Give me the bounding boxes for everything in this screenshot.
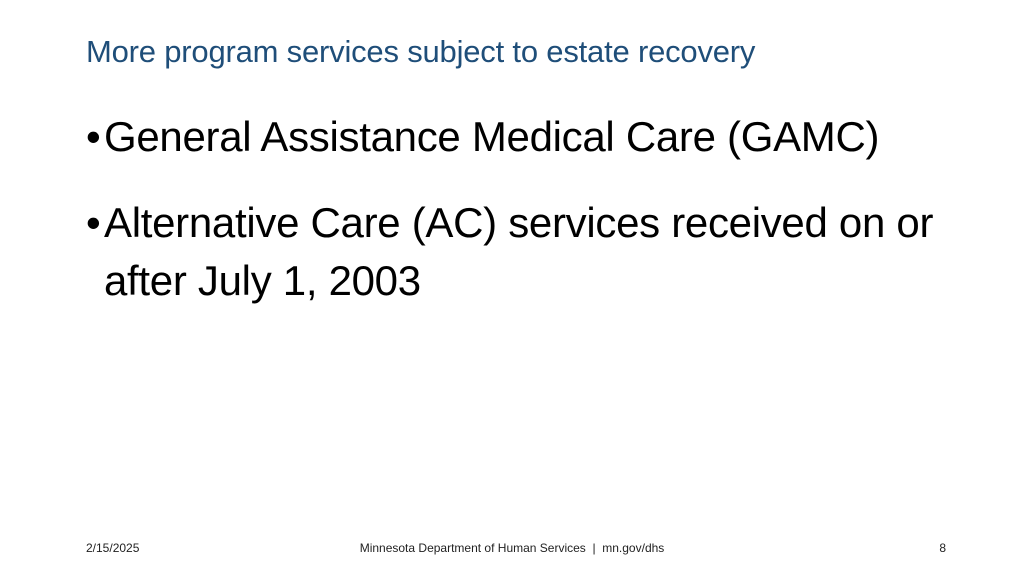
bullet-item <box>86 194 946 310</box>
bullet-text: Alternative Care (AC) services received on or after July 1, 2003 <box>104 199 934 304</box>
bullet-dot-icon: • <box>86 113 101 160</box>
bullet-item <box>86 108 946 166</box>
bullet-dot-icon: • <box>86 199 101 246</box>
footer-organization <box>0 540 1024 556</box>
slide-title: More program services subject to estate recovery <box>86 34 756 69</box>
footer-organization-text: Minnesota Department of Human Services | mn.gov/dhs <box>359 541 665 555</box>
bullet-text: General Assistance Medical Care (GAMC) <box>104 113 880 160</box>
bullet-list <box>86 108 946 338</box>
footer-date: 2/15/2025 <box>86 541 140 555</box>
footer-page-number: 8 <box>939 541 946 555</box>
